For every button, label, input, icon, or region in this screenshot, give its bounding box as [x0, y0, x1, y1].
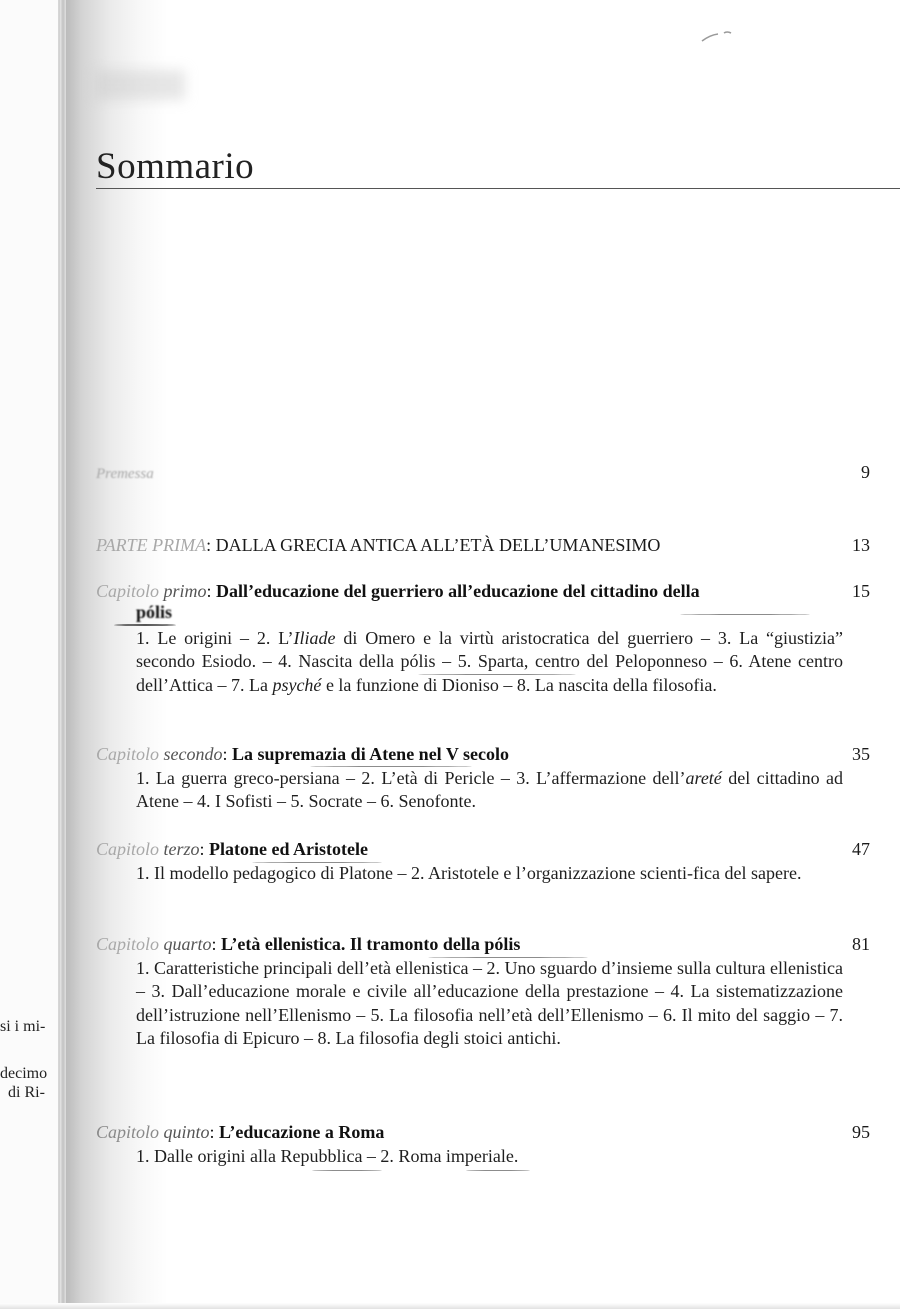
chapter-separator: :: [209, 1122, 220, 1142]
premessa-label: Premessa: [96, 466, 154, 482]
chapter-title: Dall’educazione del guerriero all’educazione del cittadino della: [216, 581, 700, 601]
chapter-title: La supremazia di Atene nel V secolo: [232, 744, 510, 764]
chapter-title-continued: pólis: [136, 602, 173, 622]
toc-entry-chapter-4[interactable]: [96, 932, 866, 957]
left-page-fragment: si i mi-: [0, 1018, 46, 1035]
page-number: 47: [852, 839, 870, 859]
part-separator: :: [206, 535, 216, 555]
page-number: 9: [861, 462, 870, 482]
pencil-underline: [466, 1170, 530, 1171]
gutter-smudge: [95, 70, 185, 100]
left-page-fragment: decimo: [0, 1065, 48, 1082]
chapter-sections: 1. Caratteristiche principali dell’età ellenistica – 2. Uno sguardo d’insieme sulla cultura ellenistica – 3. Dall’educazione morale e civile all’educazione della prestazione – 4. La sistematizzazione dell’istruzione nell’Ellenismo – 5. La filosofia nell’età dell’Ellenismo – 6. Il mito del saggio – 7. La filosofia di Epicuro – 8. La filosofia degli stoici antichi.: [136, 958, 843, 1049]
page-number: 95: [852, 1122, 870, 1142]
pencil-underline: [680, 614, 810, 615]
chapter-separator: :: [206, 581, 217, 601]
toc-entry-chapter-5[interactable]: [96, 1120, 866, 1145]
title-divider: [96, 188, 900, 189]
chapter-label: Capitolo quinto: [96, 1122, 210, 1142]
chapter-title: L’età ellenistica. Il tramonto della pólis: [221, 934, 521, 954]
part-prefix: PARTE PRIMA: [96, 535, 207, 555]
page-bottom-edge: [0, 1303, 900, 1309]
chapter-separator: :: [211, 934, 222, 954]
page-number: 15: [852, 581, 870, 601]
pencil-underline: [114, 624, 176, 626]
chapter-label: Capitolo quarto: [96, 934, 212, 954]
left-page-fragment: di Ri-: [8, 1084, 45, 1101]
chapter-sections: 1. Dalle origini alla Repubblica – 2. Roma imperiale.: [136, 1146, 519, 1166]
part-title: DALLA GRECIA ANTICA ALL’ETÀ DELL’UMANESIMO: [215, 535, 661, 555]
chapter-sections: 1. La guerra greco-persiana – 2. L’età di Pericle – 3. L’affermazione dell’areté del cittadino ad Atene – 4. I Sofisti – 5. Socrate – 6. Senofonte.: [136, 768, 843, 812]
chapter-separator: :: [199, 839, 210, 859]
chapter-label: Capitolo primo: [96, 581, 207, 601]
page-title: Sommario: [96, 146, 255, 187]
page-number: 81: [852, 934, 870, 954]
pencil-underline: [312, 1170, 382, 1171]
chapter-label: Capitolo terzo: [96, 839, 200, 859]
chapter-separator: :: [222, 744, 233, 764]
toc-entry-chapter-3[interactable]: [96, 837, 866, 862]
chapter-title: L’educazione a Roma: [219, 1122, 385, 1142]
chapter-title: Platone ed Aristotele: [209, 839, 368, 859]
chapter-sections: 1. Il modello pedagogico di Platone – 2. Aristotele e l’organizzazione scienti-fica del sapere.: [136, 863, 802, 883]
toc-entry-premessa[interactable]: [96, 460, 866, 487]
chapter-sections: 1. Le origini – 2. L’Iliade di Omero e la virtù aristocratica del guerriero – 3. La “giustizia” secondo Esiodo. – 4. Nascita della pólis – 5. Sparta, centro del Peloponneso – 6. Atene centro dell’Attica – 7. La psyché e la funzione di Dioniso – 8. La nascita della filosofia.: [136, 628, 843, 695]
left-page-edge: [0, 0, 62, 1309]
toc-entry-chapter-2[interactable]: [96, 742, 866, 767]
page-number: 35: [852, 744, 870, 764]
binding-fold: [60, 0, 66, 1309]
toc-entry-part-one[interactable]: [96, 533, 866, 558]
pencil-mark-icon: [700, 30, 734, 44]
page-number: 13: [852, 535, 870, 555]
chapter-label: Capitolo secondo: [96, 744, 223, 764]
